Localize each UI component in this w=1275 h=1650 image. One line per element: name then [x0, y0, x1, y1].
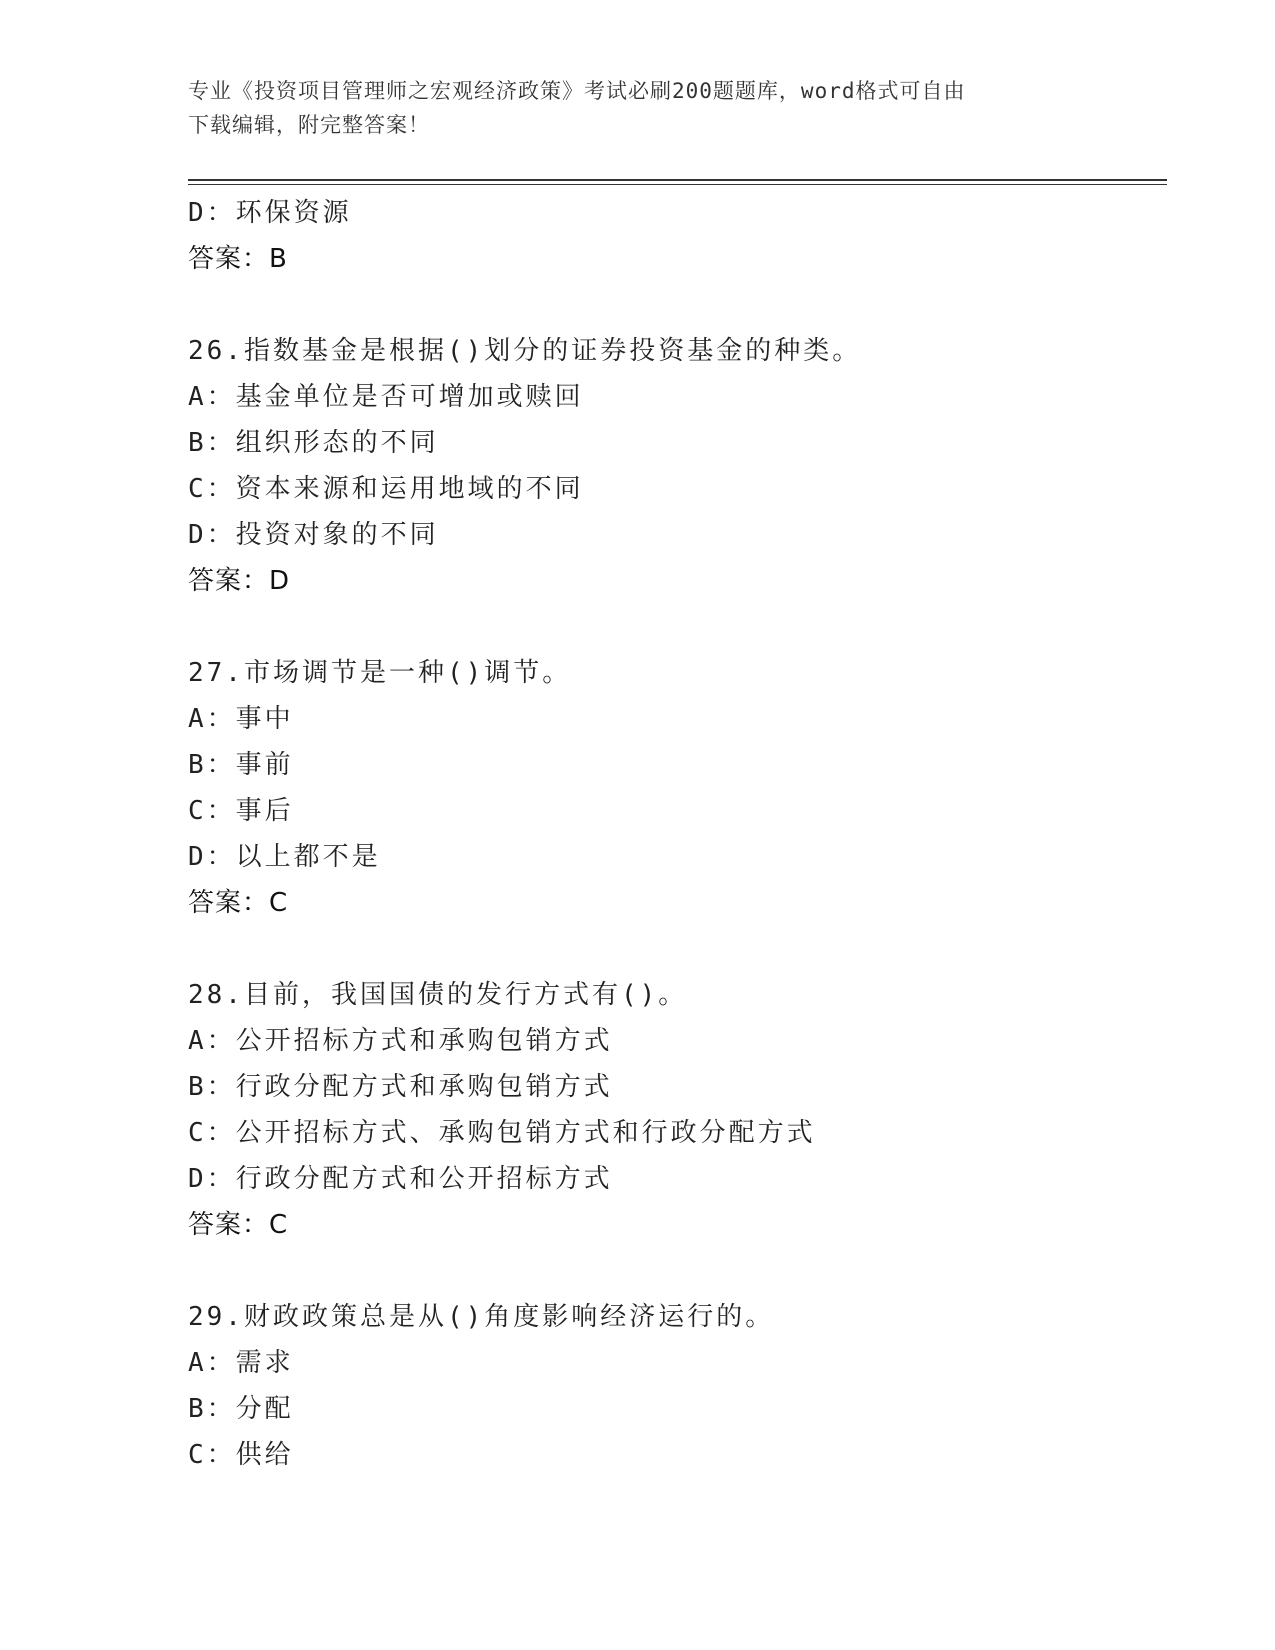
answer-line: 答案：C: [188, 888, 289, 918]
spacer: [188, 926, 1148, 972]
spacer: [188, 604, 1148, 650]
document-header: [188, 74, 1088, 142]
question-stem: 26.指数基金是根据()划分的证券投资基金的种类。: [188, 336, 862, 366]
question-stem: 29.财政政策总是从()角度影响经济运行的。: [188, 1302, 775, 1332]
question-stem: 27.市场调节是一种()调节。: [188, 658, 572, 688]
option-d: D：投资对象的不同: [188, 520, 439, 550]
option-c: C：资本来源和运用地域的不同: [188, 474, 584, 504]
spacer: [188, 1248, 1148, 1294]
option-b: B：分配: [188, 1394, 294, 1424]
option-b: B：事前: [188, 750, 294, 780]
option-c: C：供给: [188, 1440, 294, 1470]
header-intro-line-1: 专业《投资项目管理师之宏观经济政策》考试必刷200题题库，word格式可自由: [188, 79, 966, 103]
option-d: D：环保资源: [188, 198, 352, 228]
answer-line: 答案：D: [188, 566, 291, 596]
option-a: A：基金单位是否可增加或赎回: [188, 382, 584, 412]
header-divider-thin: [188, 184, 1167, 185]
answer-line: 答案：B: [188, 244, 288, 274]
header-divider-thick: [188, 179, 1167, 181]
option-a: A：需求: [188, 1348, 294, 1378]
option-c: C：公开招标方式、承购包销方式和行政分配方式: [188, 1118, 816, 1148]
question-list: [188, 190, 1148, 1478]
option-d: D：以上都不是: [188, 842, 381, 872]
option-b: B：组织形态的不同: [188, 428, 439, 458]
question-stem: 28.目前，我国国债的发行方式有()。: [188, 980, 688, 1010]
option-a: A：公开招标方式和承购包销方式: [188, 1026, 613, 1056]
option-a: A：事中: [188, 704, 294, 734]
spacer: [188, 282, 1148, 328]
header-intro-line-2: 下载编辑，附完整答案！: [188, 113, 430, 137]
option-b: B：行政分配方式和承购包销方式: [188, 1072, 613, 1102]
answer-line: 答案：C: [188, 1210, 289, 1240]
option-d: D：行政分配方式和公开招标方式: [188, 1164, 613, 1194]
option-c: C：事后: [188, 796, 294, 826]
